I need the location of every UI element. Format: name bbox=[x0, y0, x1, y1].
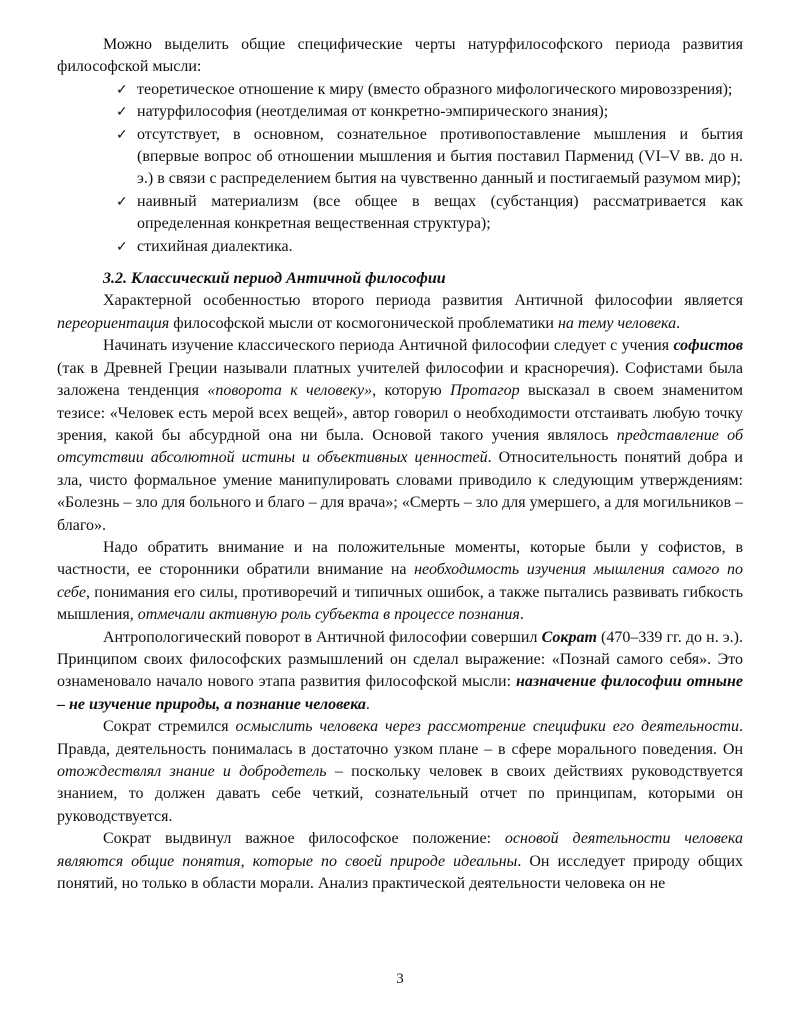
list-item: ✓ наивный материализм (все общее в вещах (субстанция) рассматривается как определенная конкретная вещественная структура); bbox=[116, 192, 743, 233]
intro-paragraph: Можно выделить общие специфические черты натурфилософского периода развития философской мысли: bbox=[57, 36, 743, 76]
paragraph-sophists: Начинать изучение классического периода Античной философии следует с учения софистов (так в Древней Греции называли платных учителей философии и красноречия). Софистами была заложена тенденция «поворота к человеку», которую Протагор высказал в своем знаменитом тезисе: «Человек есть мерой всех вещей», автор говорил о необходимости отстаивать любую точку зрения, какой бы абсурдной она ни была. Основой такого учения являлось представление об отсутствии абсолютной истины и объективных ценностей. Относительность понятий добра и зла, чисто формальное умение манипулировать словами приводило к следующим утверждениям: «Болезнь – зло для больного и благо – для врача»; «Смерть – зло для умершего, а для могильников – благо». bbox=[57, 337, 744, 534]
paragraph-socrates-turn: Антропологический поворот в Античной философии совершил Сократ (470–339 гг. до н. э.). Принципом своих философских размышлений он сделал выражение: «Познай самого себя». Это ознаменовало начало нового этапа развития философской мысли: назначение философии отныне – не изучение природы, а познание человека. bbox=[57, 628, 744, 713]
checkmark-icon: ✓ bbox=[116, 81, 128, 98]
checkmark-icon: ✓ bbox=[116, 193, 128, 210]
list-item: ✓ стихийная диалектика. bbox=[57, 236, 743, 258]
checkmark-icon: ✓ bbox=[116, 126, 128, 143]
features-list bbox=[57, 79, 743, 258]
checkmark-icon: ✓ bbox=[116, 104, 128, 121]
paragraph-socrates-activity: Сократ стремился осмыслить человека через рассмотрение специфики его деятельности. Правда, деятельность понималась в достаточно узком плане – в сфере морального поведения. Он отождествлял знание и добродетель – поскольку человек в своих действиях руководствуется знанием, то должен давать себе четкий, сознательный отчет по принципам, которыми он руководствуется. bbox=[57, 718, 743, 825]
list-item: ✓ теоретическое отношение к миру (вместо образного мифологического мировоззрения); bbox=[57, 79, 743, 101]
paragraph-second-period: Характерной особенностью второго периода развития Античной философии является переориентация философской мысли от космогонической проблематики на тему человека. bbox=[57, 292, 743, 332]
checkmark-icon: ✓ bbox=[116, 238, 128, 255]
paragraph-general-concepts: Сократ выдвинул важное философское положение: основой деятельности человека являются общие понятия, которые по своей природе идеальны. Он исследует природу общих понятий, но только в области морали. Анализ практической деятельности человека он не bbox=[57, 830, 744, 893]
section-heading: 3.2. Классический период Античной философии bbox=[103, 270, 446, 288]
document-page bbox=[57, 34, 743, 895]
list-item: ✓ натурфилософия (неотделимая от конкретно-эмпирического знания); bbox=[57, 101, 743, 123]
page-number: 3 bbox=[396, 971, 404, 987]
paragraph-positive-moments: Надо обратить внимание и на положительные моменты, которые были у софистов, в частности, ее сторонники обратили внимание на необходимость изучения мышления самого по себе, понимания его силы, противоречий и типичных ошибок, а также пытались развивать гибкость мышления, отмечали активную роль субъекта в процессе познания. bbox=[57, 538, 743, 624]
list-item: ✓ отсутствует, в основном, сознательное противопоставление мышления и бытия (впервые вопрос об отношении мышления и бытия поставил Парменид (VI–V вв. до н. э.) в связи с распределением бытия на чувственно данный и постигаемый разумом мир); bbox=[116, 125, 743, 188]
